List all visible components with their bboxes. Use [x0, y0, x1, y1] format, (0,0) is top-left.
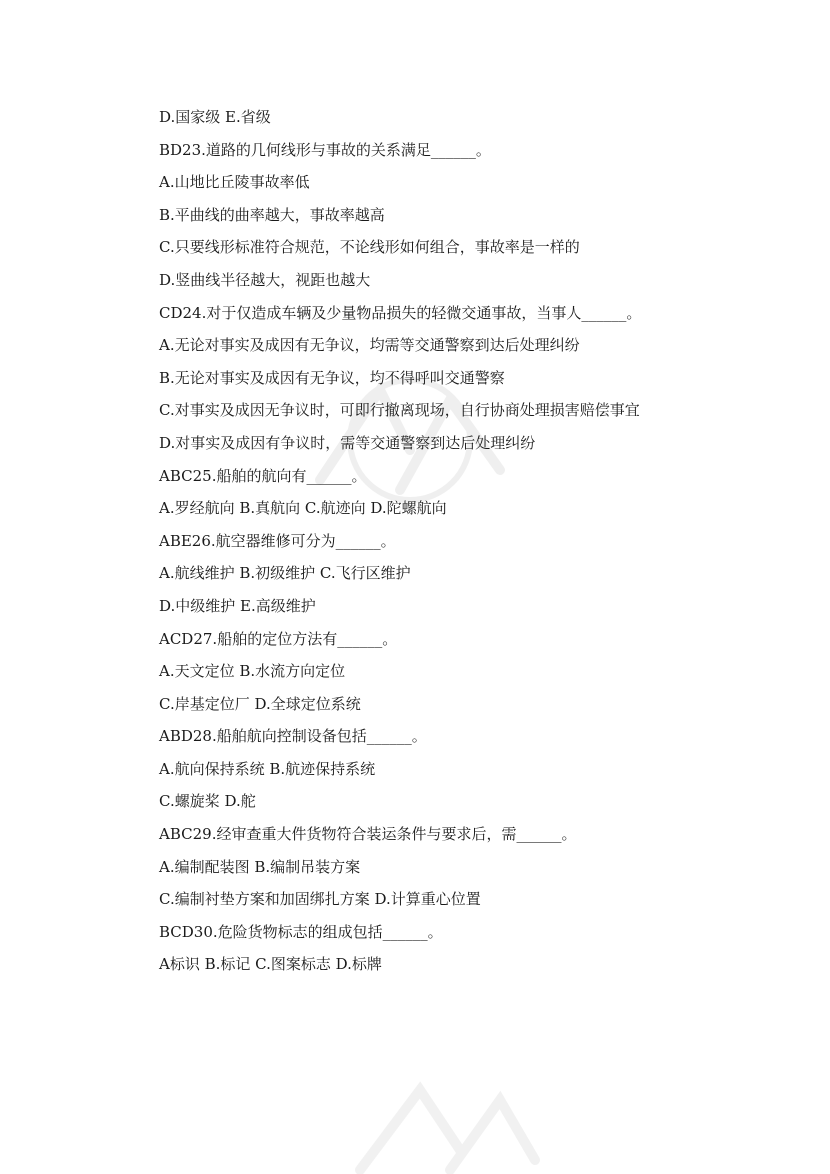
option-line: D.竖曲线半径越大，视距也越大 — [159, 270, 371, 289]
option-line: A.无论对事实及成因有无争议，均需等交通警察到达后处理纠纷 — [159, 336, 580, 355]
question-stem-29: ABC29.经审查重大件货物符合装运条件与要求后，需______。 — [159, 825, 577, 844]
question-stem-23: BD23.道路的几何线形与事故的关系满足______。 — [159, 140, 491, 159]
question-stem-27: ACD27.船舶的定位方法有______。 — [159, 629, 398, 648]
option-line: A.航向保持系统 B.航迹保持系统 — [159, 759, 376, 778]
question-text-block — [159, 106, 759, 986]
text-line: D.国家级 E.省级 — [159, 108, 271, 126]
option-line: D.对事实及成因有争议时，需等交通警察到达后处理纠纷 — [159, 433, 536, 452]
question-stem-24: CD24.对于仅造成车辆及少量物品损失的轻微交通事故，当事人______。 — [159, 303, 642, 322]
question-stem-28: ABD28.船舶航向控制设备包括______。 — [159, 727, 427, 746]
option-line: B.无论对事实及成因有无争议，均不得呼叫交通警察 — [159, 368, 505, 387]
option-line: C.螺旋桨 D.舵 — [159, 792, 256, 811]
question-stem-26: ABE26.航空器维修可分为______。 — [159, 531, 396, 550]
option-line: A标识 B.标记 C.图案标志 D.标牌 — [159, 955, 382, 974]
option-line: D.中级维护 E.高级维护 — [159, 596, 316, 615]
option-line: C.只要线形标准符合规范，不论线形如何组合，事故率是一样的 — [159, 238, 580, 257]
option-line: C.对事实及成因无争议时，可即行撤离现场，自行协商处理损害赔偿事宜 — [159, 401, 640, 420]
option-line: C.编制衬垫方案和加固绑扎方案 D.计算重心位置 — [159, 890, 481, 909]
option-line: A.航线维护 B.初级维护 C.飞行区维护 — [159, 564, 411, 583]
question-stem-30: BCD30.危险货物标志的组成包括______。 — [159, 922, 443, 941]
option-line: A.编制配装图 B.编制吊装方案 — [159, 857, 361, 876]
option-line: B.平曲线的曲率越大，事故率越高 — [159, 205, 385, 224]
option-line: A.山地比丘陵事故率低 — [159, 173, 310, 192]
watermark-graphic-bottom — [340, 1070, 540, 1174]
option-line: A.罗经航向 B.真航向 C.航迹向 D.陀螺航向 — [159, 499, 447, 518]
option-line: A.天文定位 B.水流方向定位 — [159, 662, 346, 681]
question-stem-25: ABC25.船舶的航向有______。 — [159, 466, 367, 485]
option-line: C.岸基定位厂 D.全球定位系统 — [159, 694, 361, 713]
